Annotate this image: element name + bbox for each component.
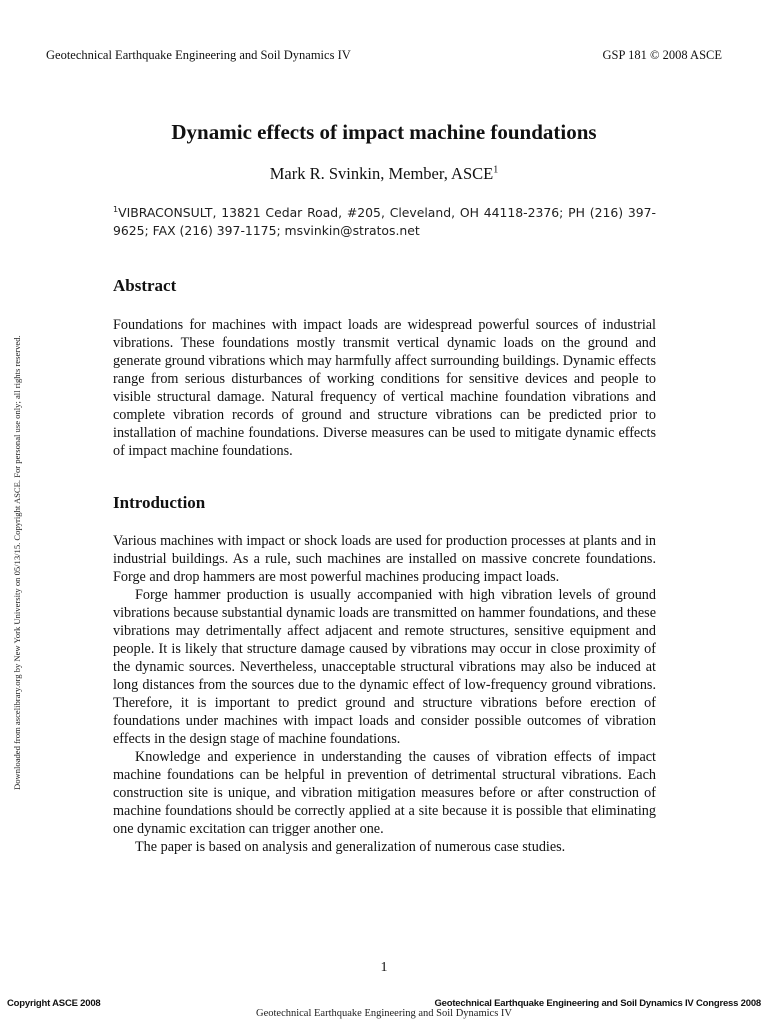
intro-paragraph-4: The paper is based on analysis and generalization of numerous case studies.	[135, 839, 566, 855]
affiliation	[113, 204, 656, 240]
download-notice: Downloaded from ascelibrary.org by New York University on 05/13/15. Copyright ASCE. For personal use only; all rights reserved.	[12, 335, 22, 790]
page-number: 1	[380, 960, 388, 975]
footer-congress: Geotechnical Earthquake Engineering and Soil Dynamics IV Congress 2008	[434, 998, 761, 1009]
affiliation-text: VIBRACONSULT, 13821 Cedar Road, #205, Cleveland, OH 44118-2376; PH (216) 397-9625; FAX (216) 397-1175; msvinkin@stratos.net	[113, 205, 656, 238]
footer-proceedings: Geotechnical Earthquake Engineering and Soil Dynamics IV	[256, 1008, 512, 1019]
intro-paragraph-1: Various machines with impact or shock loads are used for production processes at plants and in industrial buildings. As a rule, such machines are installed on massive concrete foundations. Forge and drop hammers are most powerful machines producing impact loads.	[113, 533, 656, 585]
running-header-left: Geotechnical Earthquake Engineering and Soil Dynamics IV	[46, 48, 351, 62]
introduction-heading: Introduction	[113, 493, 206, 512]
abstract-body	[113, 316, 656, 460]
author-line	[0, 164, 768, 184]
intro-paragraph-3: Knowledge and experience in understanding the causes of vibration effects of impact machine foundations can be helpful in prevention of detrimental structural vibrations. Each construction site is unique, and vibration mitigation measures before or after construction of machine foundations should be correctly applied at a site because it is possible that eliminating one dynamic excitation can trigger another one.	[113, 749, 656, 837]
author-name: Mark R. Svinkin, Member, ASCE	[269, 164, 494, 183]
affiliation-mark: 1	[113, 204, 119, 214]
footer-copyright: Copyright ASCE 2008	[7, 998, 101, 1009]
author-footnote-mark: 1	[493, 164, 499, 176]
intro-paragraph-2: Forge hammer production is usually accompanied with high vibration levels of ground vibrations because substantial dynamic loads are transmitted on hammer foundations, and these vibrations may detrimentally affect adjacent and remote structures, sensitive equipment and people. It is likely that structure damage caused by vibrations may occur in close proximity of the dynamic sources. Nevertheless, unacceptable structural vibrations may also be induced at long distances from the sources due to the dynamic effect of low-frequency ground vibrations. Therefore, it is important to predict ground and structure vibrations before erection of foundations under machines with impact loads and consider possible outcomes of vibration effects in the design stage of machine foundations.	[113, 587, 656, 747]
running-header-right: GSP 181 © 2008 ASCE	[602, 48, 722, 62]
introduction-body	[113, 532, 656, 856]
abstract-heading: Abstract	[113, 276, 177, 295]
paper-title: Dynamic effects of impact machine foundations	[171, 120, 597, 144]
abstract-paragraph: Foundations for machines with impact loads are widespread powerful sources of industrial vibrations. These foundations mostly transmit vertical dynamic loads on the ground and generate ground vibrations which may harmfully affect surrounding buildings. Dynamic effects range from serious disturbances of working conditions for sensitive devices and people to visible structural damage. Natural frequency of vertical machine foundation vibrations and complete vibration records of ground and structure vibrations can be predicted prior to installation of machine foundations. Diverse measures can be used to mitigate dynamic effects of impact machine foundations.	[113, 317, 656, 459]
